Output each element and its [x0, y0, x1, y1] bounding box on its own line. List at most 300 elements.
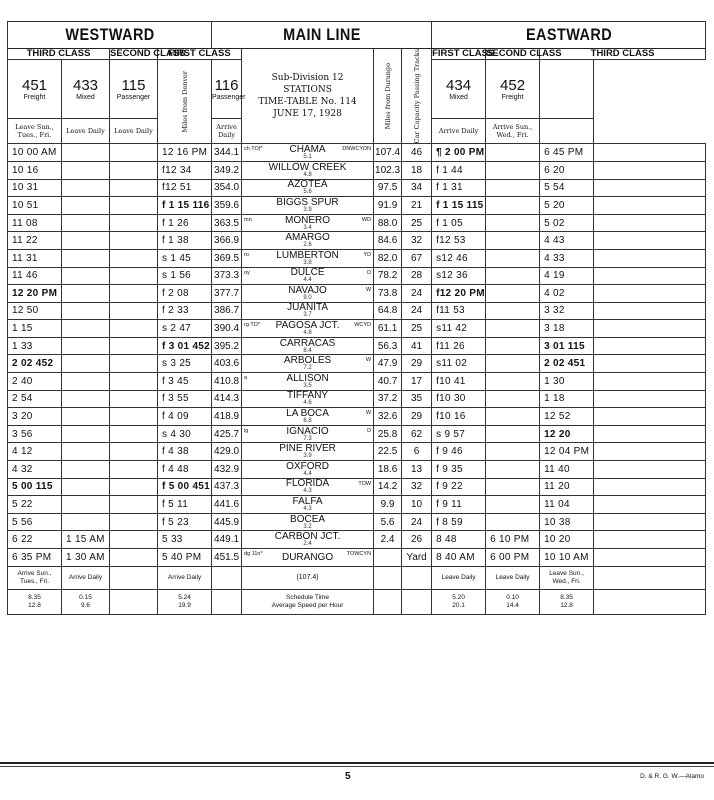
time-434	[486, 161, 540, 179]
time-452: 12 52	[540, 408, 594, 426]
station-name: AMARGO	[285, 232, 330, 244]
station-distance: 7.2	[303, 365, 312, 372]
car-capacity: 10	[402, 496, 432, 514]
time-434	[486, 214, 540, 232]
station-cell	[242, 161, 374, 179]
spacer-cell	[110, 249, 158, 267]
time-451: 5 22	[8, 496, 62, 514]
car-capacity: 28	[402, 267, 432, 285]
station-distance: 4.3	[303, 488, 312, 495]
station-code-right: W	[365, 357, 372, 364]
time-451: 12 50	[8, 302, 62, 320]
station-code-left: rg TO*	[244, 322, 261, 329]
spacer-cell	[110, 302, 158, 320]
time-116: s11 02	[432, 355, 486, 373]
station-code-left: ro	[244, 251, 249, 258]
time-451: 5 56	[8, 513, 62, 531]
footer-rule-thin	[0, 766, 714, 767]
car-capacity: 35	[402, 390, 432, 408]
station-distance: 2.6	[303, 242, 312, 249]
station-name: CARRACAS	[279, 337, 336, 349]
station-distance: 5.1	[303, 154, 312, 161]
miles-from-denver: 425.7	[212, 425, 242, 443]
spacer-cell	[594, 197, 706, 215]
time-116: f 9 11	[432, 496, 486, 514]
station-cell	[242, 232, 374, 250]
time-115: f 5 11	[158, 496, 212, 514]
time-116: f 8 59	[432, 513, 486, 531]
station-cell	[242, 355, 374, 373]
station-cell	[242, 461, 374, 479]
miles-from-durango: 107.4	[374, 144, 402, 162]
time-451: 3 56	[8, 425, 62, 443]
miles-from-durango: 32.6	[374, 408, 402, 426]
table-row	[8, 320, 706, 338]
time-115: f12 51	[158, 179, 212, 197]
station-distance: 3.9	[303, 453, 312, 460]
miles-from-denver: 395.2	[212, 337, 242, 355]
car-capacity: 32	[402, 232, 432, 250]
car-capacity: 24	[402, 285, 432, 303]
time-116: f10 16	[432, 408, 486, 426]
sched-434: 0.10 14.4	[486, 589, 540, 614]
spacer-cell	[594, 478, 706, 496]
table-row	[8, 373, 706, 391]
miles-from-denver: 414.3	[212, 390, 242, 408]
miles-from-durango: 40.7	[374, 373, 402, 391]
time-433	[62, 285, 110, 303]
time-451: 1 15	[8, 320, 62, 338]
miles-from-denver: 451.5	[212, 549, 242, 567]
station-code-left: dg 11n*	[244, 551, 263, 557]
train-434: 434 Mixed	[432, 60, 486, 119]
table-row	[8, 337, 706, 355]
station-distance: 4.4	[303, 277, 312, 284]
sched-433: 0.15 9.6	[62, 589, 110, 614]
car-capacity: 6	[402, 443, 432, 461]
miles-from-durango: 22.5	[374, 443, 402, 461]
miles-from-denver: 373.3	[212, 267, 242, 285]
time-115: s 4 30	[158, 425, 212, 443]
subdivision-line4: JUNE 17, 1928	[273, 109, 342, 120]
car-capacity: 67	[402, 249, 432, 267]
leave-451: Leave Sun., Tues., Fri.	[8, 119, 62, 144]
time-115: s 2 47	[158, 320, 212, 338]
spacer-cell	[594, 531, 706, 549]
time-452: 6 20	[540, 161, 594, 179]
sched-blank-mdu	[374, 589, 402, 614]
time-433: 1 15 AM	[62, 531, 110, 549]
car-capacity: 24	[402, 302, 432, 320]
station-name: MONERO	[285, 214, 331, 226]
table-row	[8, 390, 706, 408]
time-451: 6 22	[8, 531, 62, 549]
car-capacity: 29	[402, 408, 432, 426]
table-row	[8, 161, 706, 179]
spacer-cell	[110, 496, 158, 514]
train-451-number: 451	[21, 77, 48, 94]
w-blank-foot	[110, 566, 158, 589]
time-115: f 2 08	[158, 285, 212, 303]
time-452: 10 10 AM	[540, 549, 594, 567]
time-116: f10 41	[432, 373, 486, 391]
time-115: f 1 26	[158, 214, 212, 232]
spacer-cell	[110, 161, 158, 179]
total-miles: (107.4)	[242, 566, 374, 589]
west-first-class: FIRST CLASS	[158, 49, 242, 60]
time-434	[486, 320, 540, 338]
station-cell	[242, 337, 374, 355]
time-434	[486, 478, 540, 496]
leave-434-foot: Leave Daily	[486, 566, 540, 589]
station-distance: 3.5	[303, 382, 312, 389]
spacer-cell	[594, 214, 706, 232]
spacer-cell	[110, 373, 158, 391]
car-capacity: 21	[402, 197, 432, 215]
arrive-452: Arrive Sun., Wed., Fri.	[486, 119, 540, 144]
time-116: f 1 31	[432, 179, 486, 197]
sched-452: 8.35 12.8	[540, 589, 594, 614]
time-451: 2 54	[8, 390, 62, 408]
time-452: 11 40	[540, 461, 594, 479]
miles-from-durango: 78.2	[374, 267, 402, 285]
station-code-right: WD	[361, 216, 372, 223]
station-code-left: a	[244, 375, 248, 382]
spacer-cell	[594, 320, 706, 338]
station-code-right: WCYD	[354, 322, 372, 329]
spacer-cell	[110, 144, 158, 162]
table-row	[8, 425, 706, 443]
arrive-116: Arrive Daily	[212, 119, 242, 144]
table-row	[8, 197, 706, 215]
miles-from-denver: 366.9	[212, 232, 242, 250]
leave-116-foot: Leave Daily	[432, 566, 486, 589]
spacer-cell	[110, 408, 158, 426]
time-452: 10 20	[540, 531, 594, 549]
miles-from-denver: 403.6	[212, 355, 242, 373]
station-distance: 2.4	[303, 541, 312, 548]
miles-from-denver: 441.6	[212, 496, 242, 514]
miles-from-denver: 437.3	[212, 478, 242, 496]
car-capacity: 13	[402, 461, 432, 479]
time-434	[486, 390, 540, 408]
time-451: 12 20 PM	[8, 285, 62, 303]
time-451: 11 46	[8, 267, 62, 285]
time-452: 1 18	[540, 390, 594, 408]
station-code-right: TOW	[358, 480, 372, 487]
time-451: 11 22	[8, 232, 62, 250]
station-distance: 3.7	[303, 312, 312, 319]
time-451: 10 00 AM	[8, 144, 62, 162]
miles-from-denver: 432.9	[212, 461, 242, 479]
station-distance: 3.4	[303, 224, 312, 231]
time-433	[62, 144, 110, 162]
miles-from-durango	[374, 549, 402, 567]
table-row	[8, 249, 706, 267]
station-distance: 4.4	[303, 470, 312, 477]
time-452: 2 02 451	[540, 355, 594, 373]
time-115: f 5 00 451	[158, 478, 212, 496]
station-code-right: W	[365, 410, 372, 417]
e452-blank	[540, 60, 594, 119]
e452-blank2	[540, 119, 594, 144]
subdivision-line3: TIME-TABLE No. 114	[258, 97, 357, 108]
station-distance: 4.3	[303, 506, 312, 513]
miles-from-durango: 2.4	[374, 531, 402, 549]
miles-from-durango: 64.8	[374, 302, 402, 320]
time-434	[486, 232, 540, 250]
spacer-cell	[110, 320, 158, 338]
table-row	[8, 531, 706, 549]
time-452: 4 19	[540, 267, 594, 285]
time-434	[486, 267, 540, 285]
time-451: 4 32	[8, 461, 62, 479]
time-434	[486, 197, 540, 215]
time-434	[486, 302, 540, 320]
station-code-left: ch TO|*	[244, 146, 263, 153]
car-capacity: 62	[402, 425, 432, 443]
time-116: f10 30	[432, 390, 486, 408]
station-name: LA BOCA	[286, 408, 329, 420]
station-name: ALLISON	[286, 372, 329, 384]
eastward-title: EASTWARD	[452, 22, 685, 49]
time-433	[62, 179, 110, 197]
table-row	[8, 443, 706, 461]
station-distance: 9.0	[303, 294, 312, 301]
car-capacity: 17	[402, 373, 432, 391]
time-116: f 9 35	[432, 461, 486, 479]
station-distance: 4.8	[303, 171, 312, 178]
time-452: 1 30	[540, 373, 594, 391]
time-452: 5 02	[540, 214, 594, 232]
time-452: 11 04	[540, 496, 594, 514]
miles-from-denver: 410.8	[212, 373, 242, 391]
time-433	[62, 390, 110, 408]
time-115: f 4 09	[158, 408, 212, 426]
table-row	[8, 408, 706, 426]
time-115: 12 16 PM	[158, 144, 212, 162]
time-116: f 1 15 115	[432, 197, 486, 215]
station-code-right: DNWCYDN	[342, 146, 372, 153]
time-452: 5 54	[540, 179, 594, 197]
time-433	[62, 249, 110, 267]
table-row	[8, 549, 706, 567]
station-name: FALFA	[292, 496, 323, 508]
spacer-cell	[110, 531, 158, 549]
main-line-title: MAIN LINE	[228, 22, 415, 49]
station-cell	[242, 513, 374, 531]
time-116: f12 53	[432, 232, 486, 250]
miles-from-durango: 102.3	[374, 161, 402, 179]
spacer-cell	[110, 179, 158, 197]
miles-from-durango: 25.8	[374, 425, 402, 443]
miles-from-durango: 37.2	[374, 390, 402, 408]
east-third-class: THIRD CLASS	[540, 49, 706, 60]
station-cell	[242, 249, 374, 267]
spacer-cell	[110, 214, 158, 232]
miles-from-denver: 359.6	[212, 197, 242, 215]
sched-blank-md	[212, 589, 242, 614]
miles-from-denver: 363.5	[212, 214, 242, 232]
station-cell	[242, 267, 374, 285]
west-second-class: SECOND CLASS	[110, 48, 186, 59]
time-451: 11 31	[8, 249, 62, 267]
miles-from-denver: 386.7	[212, 302, 242, 320]
station-code-right: W	[365, 287, 372, 294]
time-434	[486, 513, 540, 531]
arrive-434: Arrive Daily	[432, 119, 486, 144]
station-distance: 3.8	[303, 259, 312, 266]
subdivision-line2: STATIONS	[283, 85, 332, 96]
timetable	[7, 21, 706, 615]
table-row	[8, 179, 706, 197]
station-code-right: YD	[363, 251, 372, 258]
time-433: 1 30 AM	[62, 549, 110, 567]
time-116: f 9 46	[432, 443, 486, 461]
time-433	[62, 425, 110, 443]
table-row	[8, 214, 706, 232]
table-row	[8, 144, 706, 162]
car-capacity: 34	[402, 179, 432, 197]
footer-rule	[0, 762, 714, 764]
time-452: 3 32	[540, 302, 594, 320]
miles-from-denver: 354.0	[212, 179, 242, 197]
spacer-cell	[594, 144, 706, 162]
car-capacity: 24	[402, 513, 432, 531]
time-434	[486, 179, 540, 197]
time-115: f12 34	[158, 161, 212, 179]
miles-from-denver: 344.1	[212, 144, 242, 162]
miles-from-durango: 82.0	[374, 249, 402, 267]
miles-from-durango: 84.6	[374, 232, 402, 250]
spacer-cell	[594, 179, 706, 197]
e-blank-foot	[594, 566, 706, 589]
spacer-cell	[110, 285, 158, 303]
station-code-right: TOWCYN	[346, 551, 372, 557]
station-cell	[242, 302, 374, 320]
station-code-left: oy	[244, 269, 250, 276]
time-115: f 5 23	[158, 513, 212, 531]
md-blank-foot	[212, 566, 242, 589]
time-433	[62, 232, 110, 250]
table-row	[8, 232, 706, 250]
spacer-cell	[594, 285, 706, 303]
station-distance: 8.4	[303, 347, 312, 354]
spacer-cell	[594, 408, 706, 426]
spacer-cell	[594, 549, 706, 567]
time-433	[62, 461, 110, 479]
sched-label: Schedule Time Average Speed per Hour	[242, 589, 374, 614]
spacer-cell	[110, 425, 158, 443]
station-cell	[242, 285, 374, 303]
spacer-cell	[594, 161, 706, 179]
east-second-class: SECOND CLASS	[486, 48, 562, 59]
time-434	[486, 373, 540, 391]
spacer-cell	[110, 197, 158, 215]
sched-blank-e	[594, 589, 706, 614]
time-433	[62, 443, 110, 461]
sched-blank-w	[110, 589, 158, 614]
time-434	[486, 425, 540, 443]
time-433	[62, 408, 110, 426]
time-434	[486, 496, 540, 514]
page-number: 5	[345, 771, 351, 782]
time-116: s12 36	[432, 267, 486, 285]
miles-from-durango: 56.3	[374, 337, 402, 355]
time-115: s 1 45	[158, 249, 212, 267]
spacer-cell	[110, 232, 158, 250]
time-116: s12 46	[432, 249, 486, 267]
station-name: ARBOLES	[283, 355, 332, 367]
spacer-cell	[110, 390, 158, 408]
miles-from-durango: 5.6	[374, 513, 402, 531]
westward-title: WESTWARD	[23, 22, 196, 49]
station-name: PAGOSA JCT.	[275, 320, 340, 332]
spacer-cell	[594, 425, 706, 443]
miles-from-denver: 429.0	[212, 443, 242, 461]
car-capacity: 46	[402, 144, 432, 162]
car-capacity: 18	[402, 161, 432, 179]
spacer-cell	[594, 249, 706, 267]
sched-451: 8.35 12.8	[8, 589, 62, 614]
spacer-cell	[594, 443, 706, 461]
time-451: 10 51	[8, 197, 62, 215]
cap-blank-foot	[402, 566, 432, 589]
station-cell	[242, 179, 374, 197]
station-cell	[242, 549, 374, 567]
time-115: f 3 01 452	[158, 337, 212, 355]
time-433	[62, 496, 110, 514]
station-name: IGNACIO	[286, 425, 329, 437]
station-distance: 4.8	[303, 330, 312, 337]
train-451-kind: Freight	[23, 94, 46, 101]
spacer-cell	[110, 461, 158, 479]
time-116: s11 42	[432, 320, 486, 338]
table-row	[8, 285, 706, 303]
miles-from-denver: 390.4	[212, 320, 242, 338]
time-433	[62, 302, 110, 320]
station-code-right: D	[367, 269, 372, 276]
spacer-cell	[110, 355, 158, 373]
time-115: f 1 15 116	[158, 197, 212, 215]
miles-from-durango: 88.0	[374, 214, 402, 232]
time-452: 3 01 115	[540, 337, 594, 355]
time-452: 5 20	[540, 197, 594, 215]
car-capacity: 32	[402, 478, 432, 496]
time-116: f 1 44	[432, 161, 486, 179]
time-434: 6 00 PM	[486, 549, 540, 567]
station-distance: 6.8	[303, 418, 312, 425]
time-433	[62, 161, 110, 179]
table-row	[8, 478, 706, 496]
time-115: f 4 38	[158, 443, 212, 461]
time-451: 4 12	[8, 443, 62, 461]
time-452: 6 45 PM	[540, 144, 594, 162]
time-433	[62, 355, 110, 373]
time-434	[486, 355, 540, 373]
time-452: 4 02	[540, 285, 594, 303]
miles-from-denver: 349.2	[212, 161, 242, 179]
time-452: 3 18	[540, 320, 594, 338]
time-452: 4 43	[540, 232, 594, 250]
station-distance: 7.3	[303, 435, 312, 442]
time-115: f 2 33	[158, 302, 212, 320]
time-433	[62, 337, 110, 355]
time-451: 6 35 PM	[8, 549, 62, 567]
station-name: CHAMA	[289, 144, 326, 156]
time-434	[486, 461, 540, 479]
station-distance: 5.6	[303, 189, 312, 196]
